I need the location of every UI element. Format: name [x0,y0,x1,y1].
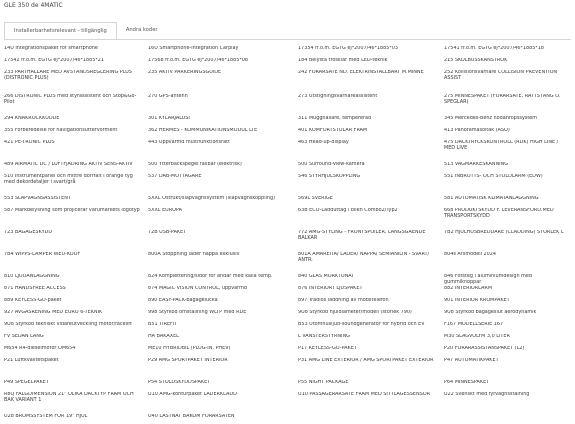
equipment-code-item: M30 SLAGVOLYM 3,0 LITER [444,334,510,339]
equipment-code-item: 871 HANDSFREE ACCESS [4,286,66,291]
equipment-code-item: 998 Styrkod omställning WLTP med RDE [148,310,247,315]
equipment-code-item: 301 KYLARJALUSI [148,116,190,121]
equipment-code-item: 463 Head-up-display [298,140,349,145]
equipment-code-item: 810 LJUDANLÄGGNING [4,274,60,279]
equipment-code-item: B53 Utomhusljud-soundgenerator för hybrid och EV [298,322,425,327]
equipment-code-item: 500 Surround-View-kamera [298,162,365,167]
equipment-code-item: 800A Stoppning läder nappa exklusiv [148,252,240,257]
tab-bar [4,22,167,39]
equipment-code-item: 668 PRODUKTSKYDD F. LEVERANSFORD.MED TRANSPORTSKYDD [444,208,554,219]
equipment-code-item: 897 Trådlös laddning av mobiltelefon [298,298,389,303]
equipment-code-item: 16U Smartphone-integration Carplay [148,46,239,51]
equipment-code-item: 889 KEYLESS-GO-paket [4,298,62,303]
equipment-code-item: 5XXL EUROPA [148,208,182,213]
equipment-code-item [298,414,444,424]
equipment-code-item: 421 PE-TRONIC PLUS [4,140,55,145]
equipment-code-item: P49 SPEGELPAKET [4,380,49,385]
equipment-code-item: P31 AMG LINE EXTERIÖR / AMG SPORTPAKET EXTERIÖR [298,358,434,363]
equipment-code-item: 273 Utstigningsvarnareassistent [298,94,378,99]
equipment-code-item: 235 AKTIV PARKERINGSGUIDE [148,70,222,75]
equipment-code-item: 513 VÄGMARKESKÄNNING [444,162,509,167]
equipment-code-item: P55 NIGHT PACKAGE [298,380,349,385]
equipment-code-item: 890 EASY-PACK-bagagelucka [148,298,218,303]
equipment-code-item: 345 Mercedes-Benz nödanropssystem [444,116,538,121]
equipment-code-item: 840 GLAS MÖRKTONAT [298,274,355,279]
equipment-code-item: 723 BAGAGESKYDD [4,230,53,235]
equipment-code-item: HA BAKAXEL [148,334,179,339]
equipment-code-item: 537 DAB-MOTTAGARE [148,174,202,179]
equipment-code-item: P54 STÖLDSKYDDSPAKET [148,380,211,385]
equipment-code-item: P29 AMG SPORTPAKET INTERIÖR [148,358,228,363]
equipment-code-item: 876 INTERIÖRT LJUSPAKET [298,286,363,291]
equipment-code-item: 551 INBROTTS- OCH STÖLDLARM (EDW) [444,174,543,179]
equipment-code-item [444,414,572,424]
equipment-code-item: 553 SLÄPVAGNSASSISTENT [4,196,71,201]
equipment-code-item: B51 TIREFIT [148,322,178,327]
equipment-code-item: P64 MINNESPAKET [444,380,490,385]
equipment-code-item: U10 PASSAGERARSÄTE FRAM MED SITTLÄGESSENSOR [298,392,430,397]
equipment-code-item: 7B2 HJULHUSBREDDARE (CLADDING) STORLEK L [444,230,564,235]
equipment-code-item: 17541 fr.o.m. EGTG ej*2007/46*1885*18 [444,46,545,51]
equipment-code-item: 569L SVERIGE [298,196,333,201]
equipment-code-item: 772 AMG-STYLING - FRONTSPOILER, LÄNGSGÅENDE BALKAR [298,230,426,241]
equipment-code-item: U22 Svenskt med fyrvagnsstälning [444,392,530,397]
page-title: GLE 350 de 4MATIC [4,2,63,9]
equipment-code-item: 500 Ytterbackspegel fällbar (elektrisk) [148,162,242,167]
equipment-code-item: 270 GPS-antenn [148,94,188,99]
equipment-code-item: 184 Belysta trösklar med LED-teknik [298,58,388,63]
tab-installable[interactable]: Installerbarhetsrelevant - tillgänglig [4,22,117,40]
equipment-code-item: 9U8 Styrkod hjuldiameter/modell (storlek 790) [298,310,412,315]
equipment-code-item: 401 KOMFORTSTOLAR FRAM [298,128,368,133]
equipment-code-item: 72B USB-PAKET [148,230,187,235]
equipment-code-item: P47 AUTOMATIKPAKET [444,358,499,363]
equipment-code-item: 874 MAGIC VISION CONTROL, uppvärmd [148,286,247,291]
equipment-code-item: 882 INTERIÖRLARM [444,286,492,291]
equipment-code-item: 17568 fr.o.m. EGTG ej*2007/46*1885*08 [148,58,249,63]
equipment-code-item: L VÄNSTERSTYRNING [298,334,350,339]
equipment-code-item: 927 AVGASRENING MED EURO 6-TEKNIK [4,310,103,315]
equipment-code-item: 362 HERMES - KOMMUNIKATIONSMODUL LTE [148,128,258,133]
equipment-code-item: 510 Instrumentpanel och mittre dörrfält i orange tyg med dekordetaljer i svart/grå [4,174,133,185]
equipment-code-item: 5XXL Ostrukt/släpvagnssystem (släpvagnskoppling) [148,196,276,201]
equipment-code-item: 7B4 WIPPS-LAMPER WEU-KOOF [4,252,81,257]
equipment-code-item: U40 LASTNÄT BAKOM FÖRARSÄTEN [148,414,235,419]
equipment-code-item: R8Q FÄLGDIMENSION 21" OLIKA DÄCKTYP FRAM OCH BAK VARIANT 1 [4,392,134,403]
equipment-code-item: 846 Fotsteg i aluminiumdesign med gummiknoppar [444,274,533,285]
equipment-code-item: 252 Kollisionsvarnare COLLISION PREVENTION ASSIST [444,70,558,81]
tab-divider [4,39,571,40]
equipment-code-item: 581 AUTOMATISK KLIMATANLÄGGNING [444,196,539,201]
equipment-code-item: 275 MINNESPAKET (FÖRARSÄTE, RATTSTÅNG O. SPEGLAR) [444,94,561,105]
equipment-code-item: 804s Årsmodell 2024 [444,252,496,257]
equipment-code-item: P21 Luftkvalitetspaket [4,358,59,363]
equipment-code-item: 9U8 Styrkod tekniskt vidareutveckling motor/facelift [4,322,132,327]
equipment-code-item: P17 KEYLESS-GO-PAKET [298,346,357,351]
equipment-code-item: U28 BROMSSYSTEM FÖR 19" HJUL [4,414,88,419]
equipment-code-item: 17542 fr.o.m. EGTG ej*2007/46*1885*21 [4,58,105,63]
equipment-code-item: 546 STYRHJULSKOPPLING [298,174,361,179]
equipment-code-item: M654 R4-dieselmotor OM654 [4,346,76,351]
equipment-code-item: 14U Integrationspaket för smartphone [4,46,98,51]
equipment-code-item: 17354 fr.o.m. EGTG ej*2007/46*1885*03 [298,46,399,51]
equipment-code-item: P20 FÖRARASSISTANSPAKET (L2) [444,346,525,351]
equipment-code-item: 587 Markbelysning som projicerar varumärkets logotyp [4,208,140,213]
equipment-code-item: 413 Panoramasoltak (ASO) [444,128,510,133]
equipment-code-item: 824 Komplettering/sidor för ändar med källa temp. [148,274,273,279]
equipment-code-item: 9U8 Styrkod bagageslut aerodynamik [444,310,537,315]
equipment-code-item: 901 INTERIÖR KROMPAKET [444,298,510,303]
equipment-code-item: ME10 HYBRIDBIL (PLUG-IN, PHEV) [148,346,231,351]
equipment-code-item: 294 KNÄKROCKKUDDE [4,116,60,121]
equipment-code-item: 242 FÖRARSÄTE ND. ELEKTRINSTÄLLBART M.MINNE [298,70,424,75]
equipment-code-item: 215 SKOLBUSSKANSTRÖK [444,58,508,63]
equipment-code-item: 233 PARTHÅLLARE MED AVSTÅNDSREGLERING PLUS (DISTRONIC PLUS) [4,70,132,81]
equipment-code-list [4,46,572,424]
equipment-code-item: 489 AIRMATIC DC / LUFTFJÄDRING AKTIV SENS-AKTIV [4,162,133,167]
equipment-code-item: 355 Förberedelse för navigationsuttervorment [4,128,118,133]
equipment-code-item: 311 Mugghållare, tempererad [298,116,372,121]
equipment-code-item: 63B ECO-Ladduttag i bilen Combo2/Typ2 [298,208,398,213]
equipment-code-item: 443 Uppvärmd multifunktionsratt [148,140,230,145]
equipment-code-item: U10 AMG-konturpaket LÄDERKLÄDD [148,392,237,397]
equipment-code-item: FV SEDAN LÅNG [4,334,44,339]
equipment-code-item: 801A AMAREITA/ LÄDER/ NAPPA/ SEMIANILIN - SVART/ ANTR. [298,252,430,263]
tab-other-codes[interactable]: Andra koder [125,27,158,33]
equipment-code-item: F167 MODELLSERIE 167 [444,322,504,327]
equipment-code-item: 475 DÄCKTRYCKSKONTROLL (RDK) HIGH LINE / MED LIVE [444,140,559,151]
equipment-code-item: 266 DISTRONIC PLUS med styrassistent och Stop&Go-Pilot [4,94,137,105]
